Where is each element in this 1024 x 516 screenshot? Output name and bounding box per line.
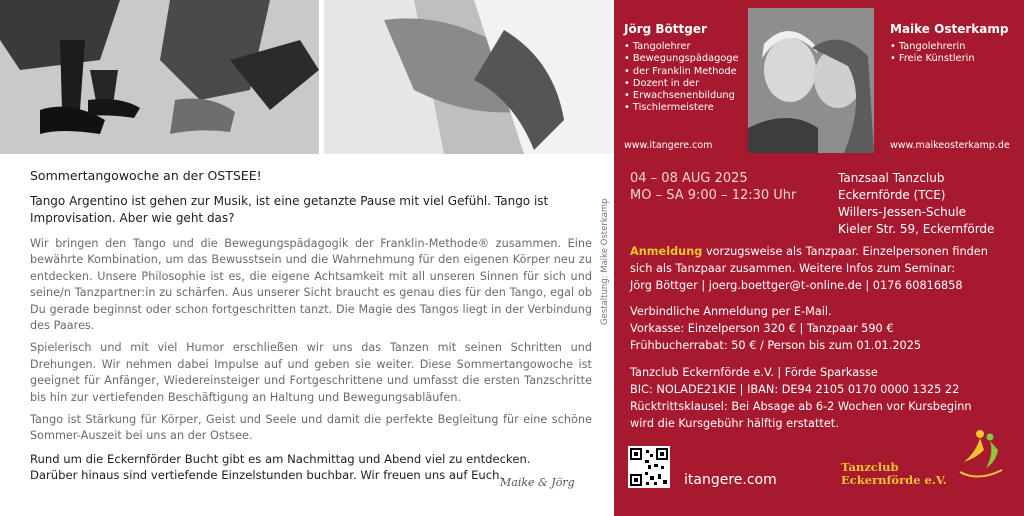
person-1-url[interactable]: www.itangere.com [624, 140, 713, 151]
club-logo-text [841, 461, 947, 487]
pricing-line: Verbindliche Anmeldung per E-Mail. [630, 305, 832, 318]
info-panel [614, 0, 1024, 516]
list-item: • Freie Künstlerin [890, 53, 1018, 65]
design-credit: Gestaltung: Maike Osterkamp [600, 198, 610, 325]
paragraph-1: Wir bringen den Tango und die Bewegungspädagogik der Franklin-Methode® zusammen. Eine bewährte Kombination, um das Bewusstsein und die Wahrnehmung für den eigenen Körper neu zu entdecken. Unsere Philosophie ist es, die eigene Achtsamkeit mit all unseren Sinnen für sich und seine/n Tanzpartner:in zu schärfen. Aus unserer Sicht braucht es genau dies für den Tango, egal ob Du gerade beginnst oder schon fortgeschritten tanzt. Die Magie des Tangos liegt in der Verbindung des Paares. [30, 237, 592, 333]
person-1-block [624, 22, 746, 115]
person-1-list [624, 41, 746, 115]
itangere-logo[interactable]: itangere.com [684, 472, 777, 488]
person-2-url[interactable]: www.maikeosterkamp.de [890, 140, 1010, 151]
heading: Sommertangowoche an der OSTSEE! [30, 168, 262, 183]
list-item: • Bewegungspädagoge [624, 53, 746, 65]
qr-code-icon[interactable] [628, 446, 670, 488]
dancer-logo-icon [950, 428, 1006, 484]
list-item: • Tangolehrer [624, 41, 746, 53]
intro-text: Tango Argentino ist gehen zur Musik, ist eine getanzte Pause mit viel Gefühl. Tango ist Improvisation. Aber wie geht das? [30, 194, 549, 225]
list-item: • Tangolehrerin [890, 41, 1018, 53]
venue-line: Kieler Str. 59, Eckernförde [838, 222, 995, 236]
pricing-block [630, 303, 1012, 354]
event-times: MO – SA 9:00 – 12:30 Uhr [630, 188, 797, 203]
venue-block [838, 170, 994, 238]
pricing-line: Frühbucherrabat: 50 € / Person bis zum 01.01.2025 [630, 339, 922, 352]
list-item: • Erwachsenenbildung [624, 90, 746, 102]
club-logo-line: Eckernförde e.V. [841, 473, 947, 487]
bank-line: wird die Kursgebühr hälftig erstattet. [630, 417, 839, 430]
description-column [30, 168, 592, 484]
bank-line: BIC: NOLADE21KIE | IBAN: DE94 2105 0170 0000 1325 22 [630, 383, 960, 396]
registration-label: Anmeldung [630, 245, 703, 258]
bank-line: Rücktrittsklausel: Bei Absage ab 6-2 Wochen vor Kursbeginn [630, 400, 972, 413]
registration-block [630, 243, 1012, 294]
event-dates: 04 – 08 AUG 2025 [630, 171, 748, 186]
bank-line: Tanzclub Eckernförde e.V. | Förde Sparkasse [630, 366, 878, 379]
list-item: • Tischlermeistere [624, 102, 746, 114]
pricing-line: Vorkasse: Einzelperson 320 € | Tanzpaar 590 € [630, 322, 894, 335]
closing-line-2: Darüber hinaus sind vertiefende Einzelstunden buchbar. Wir freuen uns auf Euch. [30, 468, 504, 483]
person-2-list [890, 41, 1018, 66]
date-block [630, 170, 796, 204]
list-item: • Dozent in der [624, 78, 746, 90]
paragraph-3: Tango ist Stärkung für Körper, Geist und Seele und damit die perfekte Begleitung für eine schöne Sommer-Auszeit bei uns an der Ostsee. [30, 413, 592, 443]
venue-line: Eckernförde (TCE) [838, 188, 946, 202]
list-item: • der Franklin Methode [624, 66, 746, 78]
venue-line: Willers-Jessen-Schule [838, 205, 967, 219]
person-2-name: Maike Osterkamp [890, 22, 1009, 36]
paragraph-2: Spielerisch und mit viel Humor erschließen wir uns das Tanzen mit seinen Schritten und Drehungen. Wir nehmen dabei Impulse auf und geben sie weiter. Diese Sommertangowoche ist geeignet für Anfänger, Wiedereinsteiger und Fortgeschrittene und umfasst die ersten Tanzschritte bis hin zur vertiefenden Beschäftigung an Haltung und Bewegungsabläufen. [30, 341, 592, 404]
bank-block [630, 364, 1014, 432]
signature: Maike & Jörg [500, 476, 575, 489]
closing-line-1: Rund um die Eckernförder Bucht gibt es am Nachmittag und Abend viel zu entdecken. [30, 451, 531, 466]
person-2-block [890, 22, 1018, 66]
tango-embrace-photo [324, 0, 614, 154]
tango-feet-photo [0, 0, 319, 154]
person-1-name: Jörg Böttger [624, 22, 707, 36]
venue-line: Tanzsaal Tanzclub [838, 171, 945, 185]
portrait-photo [748, 8, 874, 153]
club-logo-line: Tanzclub [841, 460, 899, 474]
contact-line[interactable]: Jörg Böttger | joerg.boettger@t-online.de | 0176 60816858 [630, 279, 963, 292]
registration-text: vorzugsweise als Tanzpaar. Einzelpersonen finden sich als Tanzpaar zusammen. Weitere Infos zum Seminar: [630, 245, 988, 275]
